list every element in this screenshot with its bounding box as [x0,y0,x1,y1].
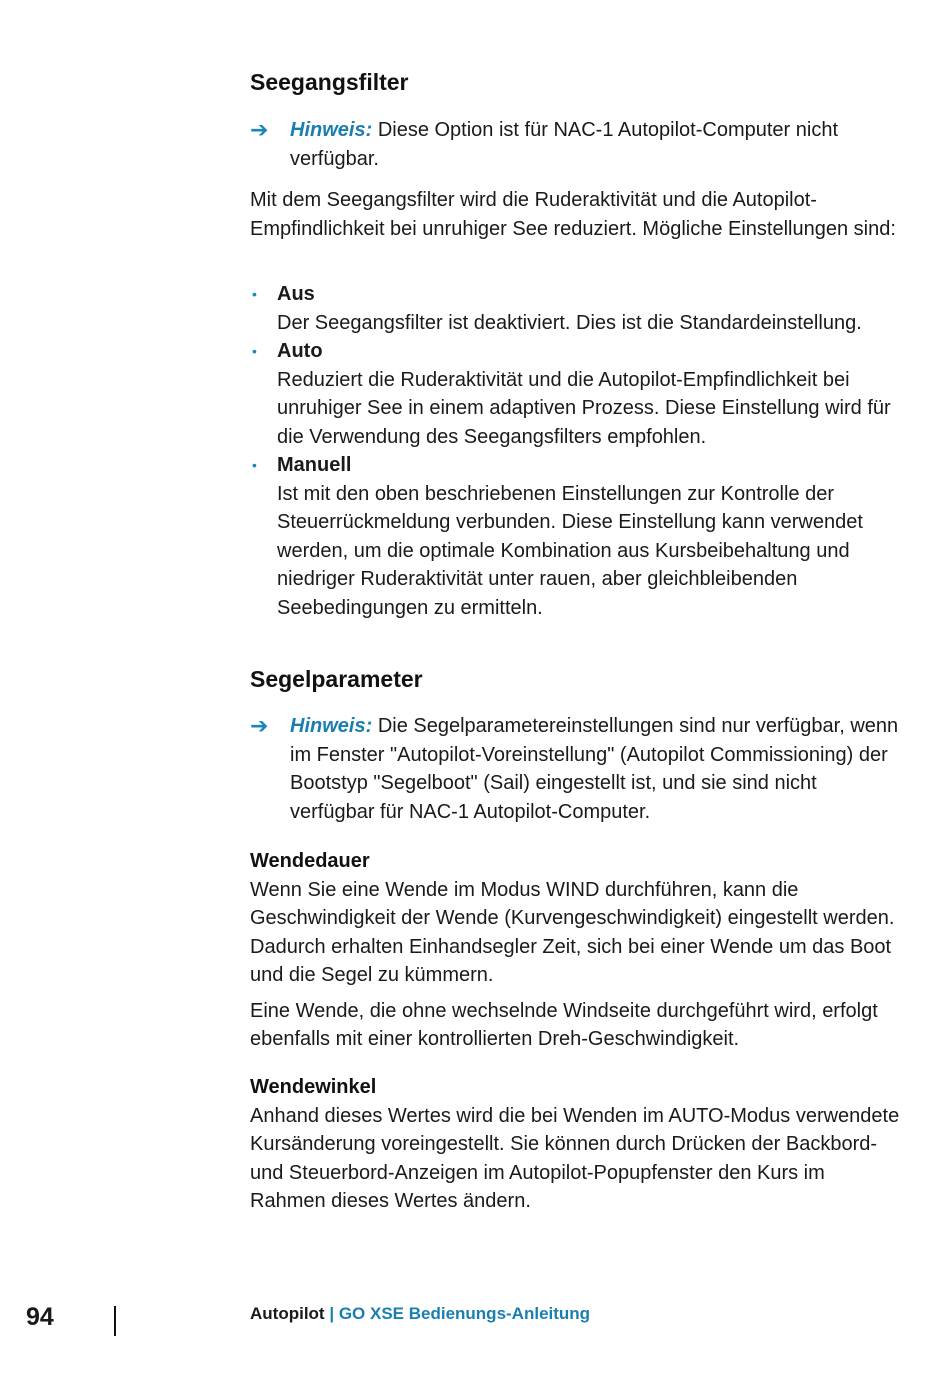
footer-manual-title: GO XSE Bedienungs-Anleitung [338,1304,591,1323]
option-desc: Reduziert die Ruderaktivität und die Autopilot-Empfindlichkeit bei unruhiger See in einem adaptiven Prozess. Diese Einstellung wird für die Verwendung des Seegangsfilters empfohlen. [277,368,891,448]
subsection-title: Wendewinkel [250,1076,377,1098]
footer-chapter: Autopilot [250,1304,325,1323]
section-title-segelparameter: Segelparameter [250,666,423,692]
option-aus [250,280,900,337]
bullet-icon: • [252,286,257,302]
option-manuell [250,451,900,622]
note-text: Diese Option ist für NAC-1 Autopilot-Computer nicht verfügbar. [290,119,839,170]
arrow-right-icon: ➔ [250,117,269,142]
note-seegangsfilter [250,116,900,173]
subsection-title: Wendedauer [250,850,370,872]
option-term: Aus [277,283,315,305]
paragraph: Anhand dieses Wertes wird die bei Wenden im AUTO-Modus verwendete Kursänderung voreingestellt. Sie können durch Drücken der Backbord- und Steuerbord-Anzeigen im Autopilot-Popupfenster den Kurs im Rahmen dieses Wertes ändern. [250,1104,900,1212]
arrow-right-icon: ➔ [250,713,269,738]
option-term: Manuell [277,454,352,476]
footer-separator: | [329,1304,335,1323]
option-auto [250,337,900,451]
footer-divider [114,1306,116,1336]
page-number: 94 [26,1303,54,1331]
intro-paragraph: Mit dem Seegangsfilter wird die Ruderaktivität und die Autopilot-Empfindlichkeit bei unruhiger See reduziert. Mögliche Einstellungen sind: [250,189,896,240]
option-desc: Der Seegangsfilter ist deaktiviert. Dies ist die Standardeinstellung. [277,311,862,334]
option-desc: Ist mit den oben beschriebenen Einstellungen zur Kontrolle der Steuerrückmeldung verbunden. Diese Einstellung kann verwendet werden, um die optimale Kombination aus Kursbeibehaltung und niedriger Ruderaktivität unter rauen, aber gleichbleibenden Seebedingungen zu ermitteln. [277,482,863,619]
bullet-icon: • [252,343,257,359]
subsection-wendedauer [250,847,900,1054]
paragraph: Eine Wende, die ohne wechselnde Windseite durchgeführt wird, erfolgt ebenfalls mit einer kontrollierten Dreh-Geschwindigkeit. [250,999,878,1050]
note-text: Die Segelparametereinstellungen sind nur verfügbar, wenn im Fenster "Autopilot-Voreinstellung" (Autopilot Commissioning) der Bootstyp "Segelboot" (Sail) eingestellt ist, und sie sind nicht verfügbar für NAC-1 Autopilot-Computer. [290,715,899,823]
bullet-icon: • [252,457,257,473]
footer-text [250,1304,590,1324]
note-segelparameter [250,712,900,826]
note-label: Hinweis: [290,715,373,737]
note-label: Hinweis: [290,119,373,141]
option-term: Auto [277,340,323,362]
section-title-seegangsfilter: Seegangsfilter [250,69,409,95]
subsection-wendewinkel [250,1073,900,1216]
paragraph: Wenn Sie eine Wende im Modus WIND durchführen, kann die Geschwindigkeit der Wende (Kurvengeschwindigkeit) eingestellt werden. Dadurch erhalten Einhandsegler Zeit, sich bei einer Wende um das Boot und die Segel zu kümmern. [250,878,895,986]
